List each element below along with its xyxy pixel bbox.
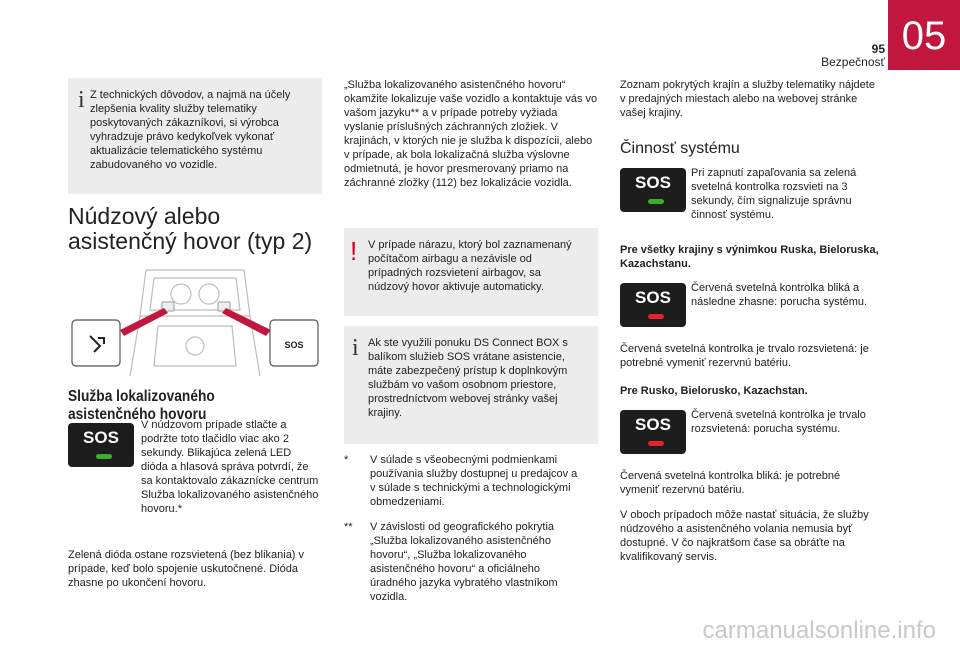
red-led-icon xyxy=(648,314,664,319)
service-subtitle: Služba lokalizovaného asistenčného hovoru xyxy=(68,388,215,423)
info-box-middle-text: Ak ste využili ponuku DS Connect BOX s balíkom služieb SOS vrátane asistencie, máte zabezpečený prístup k doplnkovým službám vo vašom osobnom priestore, prostredníctvom webovej stránky vašej krajiny. xyxy=(368,337,568,419)
info-box-left xyxy=(68,78,322,194)
footnote-mark: * xyxy=(344,454,349,466)
footnote-text: V súlade s všeobecnými podmienkami používania služby dostupnej u predajcov a v súlade s technickými a technologickými obmedzeniami. xyxy=(370,454,578,508)
section-title: Bezpečnosť xyxy=(821,55,885,69)
red-led-icon xyxy=(648,441,664,446)
state-green-text: Pri zapnutí zapaľovania sa zelená svetelná kontrolka rozsvieti na 3 sekundy, čím signalizuje správnu činnosť systému. xyxy=(691,167,857,221)
watermark: carmanualsonline.info xyxy=(702,617,936,644)
page-number: 95 xyxy=(871,42,885,56)
sos-button[interactable] xyxy=(68,423,134,467)
heading-russia: Pre Rusko, Bielorusko, Kazachstan. xyxy=(620,385,808,397)
info-box-middle xyxy=(344,326,598,444)
sos-indicator-label: SOS xyxy=(635,173,671,192)
sos-indicator-red-1 xyxy=(620,283,686,327)
sos-button-label: SOS xyxy=(83,428,119,447)
service-paragraph: „Služba lokalizovaného asistenčného hovoru“ okamžite lokalizuje vaše vozidlo a kontaktuje vás vo vašom jazyku** a v prípade potreby vyžiada vyslanie príslušných záchranných zložiek. V krajinách, v ktorých nie je služba k dispozícii, alebo v prípade, ak bola lokalizačná služba výslovne odmietnutá, je hovor presmerovaný priamo na záchranné zložky (112) bez lokalizácie vozidla. xyxy=(344,79,598,189)
green-led-icon xyxy=(96,454,112,459)
footnote-2 xyxy=(344,520,584,604)
warning-box xyxy=(344,228,598,316)
state-red-steady-note: Červená svetelná kontrolka bliká: je potrebné vymeniť rezervnú batériu. xyxy=(620,470,841,496)
system-section-title: Činnosť systému xyxy=(620,140,740,157)
sos-indicator-red-2 xyxy=(620,410,686,454)
warning-box-text: V prípade nárazu, ktorý bol zaznamenaný počítačom airbagu a nezávisle od prípadných rozsvietení airbagov, sa núdzový hovor aktivuje automaticky. xyxy=(368,239,572,293)
state-red-steady-text: Červená svetelná kontrolka je trvalo rozsvietená: porucha systému. xyxy=(691,409,866,435)
footnote-mark: ** xyxy=(344,521,353,533)
sos-indicator-green xyxy=(620,168,686,212)
coverage-text: Zoznam pokrytých krajín a služby telematiky nájdete v predajných miestach alebo na webovej stránke vašej krajiny. xyxy=(620,79,875,119)
info-icon: i xyxy=(78,87,85,113)
page-title: Núdzový alebo asistenčný hovor (typ 2) xyxy=(68,203,313,254)
green-led-icon xyxy=(648,199,664,204)
info-icon: i xyxy=(352,335,359,361)
warning-icon: ! xyxy=(350,236,358,266)
green-led-note: Zelená dióda ostane rozsvietená (bez blikania) v prípade, keď bolo spojenie uskutočnené. Dióda zhasne po ukončení hovoru. xyxy=(68,549,305,589)
footnote-1 xyxy=(344,453,584,509)
sos-indicator-label: SOS xyxy=(635,288,671,307)
info-box-left-text: Z technických dôvodov, a najmä na účely zlepšenia kvality služby telematiky poskytovaných zákazníkovi, si výrobca vyhradzuje právo kedykoľvek vykonať aktualizácie telematického systému zabudovaného vo vozidle. xyxy=(90,89,291,171)
heading-all-countries: Pre všetky krajiny s výnimkou Ruska, Bieloruska, Kazachstanu. xyxy=(620,244,879,270)
sos-indicator-label: SOS xyxy=(635,415,671,434)
console-illustration xyxy=(68,266,322,382)
closing-text: V oboch prípadoch môže nastať situácia, že služby núdzového a asistenčného volania nemusia byť dostupné. V čo najkratšom čase sa obráťte na kvalifikovaný servis. xyxy=(620,509,869,563)
chapter-number: 05 xyxy=(901,14,947,58)
sos-instructions: V núdzovom prípade stlačte a podržte toto tlačidlo viac ako 2 sekundy. Blikajúca zelená LED dióda a hlasová správa potvrdí, že sa kontaktovalo zákaznícke centrum Služba lokalizovaného asistenčného hovoru.* xyxy=(141,419,319,515)
state-red-note: Červená svetelná kontrolka je trvalo rozsvietená: je potrebné vymeniť rezervnú batériu. xyxy=(620,343,869,369)
illustration-sos-label: SOS xyxy=(284,340,304,350)
footnote-text: V závislosti od geografického pokrytia „Služba lokalizovaného asistenčného hovoru“, „Služba lokalizovaného asistenčného hovoru“ a oficiálneho úradného jazyka vybratého vlastníkom vozidla. xyxy=(370,521,558,603)
state-red-blinking-text: Červená svetelná kontrolka bliká a následne zhasne: porucha systému. xyxy=(691,282,868,308)
